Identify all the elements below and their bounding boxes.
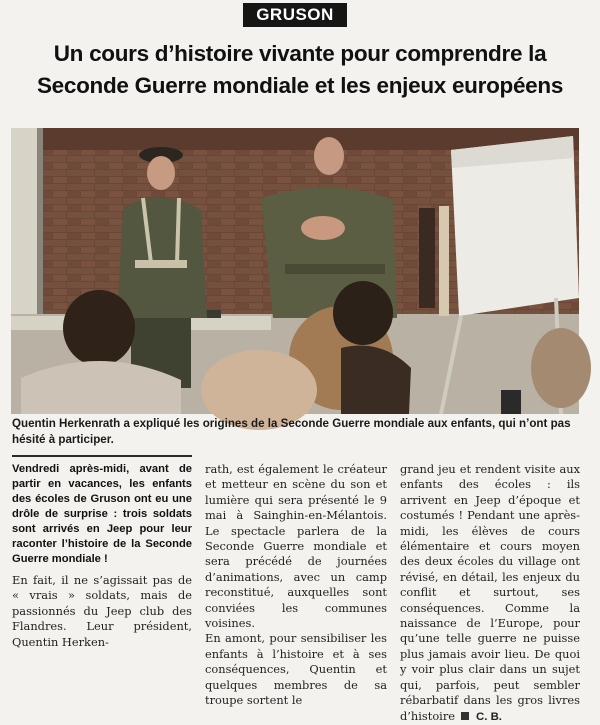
article-body-col2-p2: En amont, pour sensibiliser les enfants à l’histoire et à ses conséquences, Quentin et quelques membres de sa troupe sortent le xyxy=(205,631,387,708)
article-body-col3-text: grand jeu et rendent visite aux enfants des écoles : ils arrivent en Jeep d’époque et costumés ! Pendant une après-midi, les élèves de cours élémentaire et cours moyen des deux écoles du village ont révisé, en détail, les enjeux du conflit et surtout, ses conséquences. Comme la naissance de l’Europe, pour qu’une telle guerre ne puisse plus jamais avoir lieu. De quoi y voir plus clair dans un sujet qui, parfois, peut sembler rébarbatif dans les gros livres d’histoire xyxy=(400,462,580,723)
author-signature: C. B. xyxy=(476,710,502,723)
article-lead: Vendredi après-midi, avant de partir en vacances, les enfants des écoles de Gruson ont eu une drôle de surprise : trois soldats sont arrivés en Jeep pour leur raconter l’histoire de la Seconde Guerre mondiale ! xyxy=(12,463,192,565)
headline: Un cours d’histoire vivante pour comprendre la Seconde Guerre mondiale et les enjeux européens xyxy=(36,41,564,98)
article-photo xyxy=(11,128,579,414)
section-tag: GRUSON xyxy=(243,3,347,27)
article-body-col3 xyxy=(400,462,580,725)
article-column-1 xyxy=(12,462,192,650)
article-column-3 xyxy=(400,462,580,725)
article-body-col2-p1: rath, est également le créateur et metteur en scène du son et lumière qui sera présenté le 9 mai à Sainghin-en-Mélantois. Le spectacle parlera de la Seconde Guerre mondiale et sera précédé de journées d’animations, avec un camp reconstitué, auxquelles sont conviées les communes voisines. xyxy=(205,462,387,631)
end-mark xyxy=(461,712,469,720)
column-rule xyxy=(12,455,192,457)
photo-caption: Quentin Herkenrath a expliqué les origines de la Seconde Guerre mondiale aux enfants, qui n’ont pas hésité à participer. xyxy=(12,417,571,446)
article-body-col1: En fait, il ne s’agissait pas de « vrais » soldats, mais de passionnés du Jeep club des Flandres. Leur président, Quentin Herken- xyxy=(12,573,192,649)
photo-illustration xyxy=(11,128,579,414)
article-column-2 xyxy=(205,462,387,709)
